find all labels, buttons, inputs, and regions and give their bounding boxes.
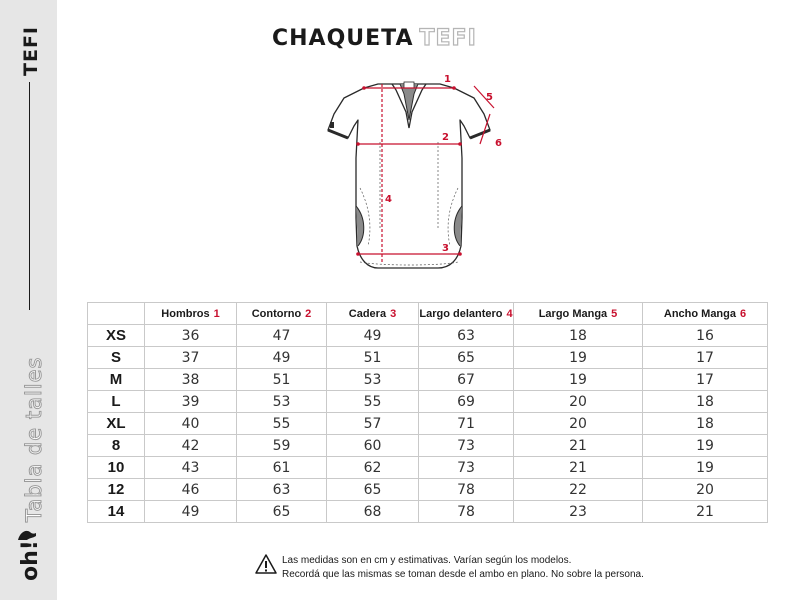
column-header-label: Contorno xyxy=(251,307,302,320)
measurement-cell: 18 xyxy=(643,413,768,435)
measurement-cell: 67 xyxy=(419,369,514,391)
measurement-cell: 17 xyxy=(643,369,768,391)
measurement-cell: 63 xyxy=(237,479,327,501)
column-header-number: 1 xyxy=(213,307,220,320)
measurement-cell: 21 xyxy=(514,457,643,479)
measurement-cell: 53 xyxy=(237,391,327,413)
measurement-cell: 40 xyxy=(145,413,237,435)
size-label: 14 xyxy=(88,501,145,523)
marker-1: 1 xyxy=(444,74,451,85)
measurement-cell: 17 xyxy=(643,347,768,369)
marker-3: 3 xyxy=(442,243,449,254)
measurement-cell: 47 xyxy=(237,325,327,347)
column-header xyxy=(514,303,643,325)
measurement-cell: 38 xyxy=(145,369,237,391)
column-header-number: 2 xyxy=(305,307,312,320)
column-header xyxy=(237,303,327,325)
column-header-number: 3 xyxy=(390,307,397,320)
title-model: TEFI xyxy=(419,26,477,51)
measurement-cell: 43 xyxy=(145,457,237,479)
size-label: S xyxy=(88,347,145,369)
column-header-number: 6 xyxy=(740,307,747,320)
size-label: L xyxy=(88,391,145,413)
measurement-cell: 37 xyxy=(145,347,237,369)
measurement-cell: 51 xyxy=(327,347,419,369)
table-row xyxy=(88,501,768,523)
measurement-cell: 59 xyxy=(237,435,327,457)
size-label: XS xyxy=(88,325,145,347)
sidebar-brand xyxy=(0,0,57,600)
column-header xyxy=(419,303,514,325)
column-header-label: Largo Manga xyxy=(538,307,608,320)
size-table-body xyxy=(88,303,768,523)
measurement-cell: 73 xyxy=(419,457,514,479)
table-row xyxy=(88,347,768,369)
measurement-cell: 49 xyxy=(145,501,237,523)
measurement-cell: 71 xyxy=(419,413,514,435)
measurement-cell: 60 xyxy=(327,435,419,457)
column-header-number: 5 xyxy=(611,307,618,320)
size-table xyxy=(87,302,768,523)
size-label: 10 xyxy=(88,457,145,479)
measurement-cell: 20 xyxy=(514,391,643,413)
marker-4: 4 xyxy=(385,194,392,205)
measurement-cell: 20 xyxy=(643,479,768,501)
table-row xyxy=(88,413,768,435)
sidebar-section-label: Tabla de talles xyxy=(22,356,46,522)
measurement-cell: 19 xyxy=(643,435,768,457)
measurement-cell: 49 xyxy=(237,347,327,369)
measurement-cell: 36 xyxy=(145,325,237,347)
sidebar xyxy=(0,0,57,600)
brand-logo: oh! xyxy=(18,540,43,581)
column-header-label: Largo delantero xyxy=(419,307,503,320)
size-label: 8 xyxy=(88,435,145,457)
column-header-label: Cadera xyxy=(348,307,387,320)
page-title xyxy=(272,26,477,51)
measurement-cell: 78 xyxy=(419,479,514,501)
column-header-label: Hombros xyxy=(161,307,210,320)
table-corner-cell xyxy=(88,303,145,325)
table-header-row xyxy=(88,303,768,325)
measurement-cell: 62 xyxy=(327,457,419,479)
measurement-cell: 22 xyxy=(514,479,643,501)
column-header xyxy=(145,303,237,325)
sidebar-divider xyxy=(29,82,30,310)
measurement-cell: 69 xyxy=(419,391,514,413)
table-row xyxy=(88,435,768,457)
warning-icon xyxy=(255,553,277,575)
measurement-cell: 20 xyxy=(514,413,643,435)
measurement-cell: 46 xyxy=(145,479,237,501)
measurement-cell: 18 xyxy=(514,325,643,347)
measurement-cell: 23 xyxy=(514,501,643,523)
column-header-number: 4 xyxy=(506,307,513,320)
table-row xyxy=(88,479,768,501)
measurement-cell: 19 xyxy=(643,457,768,479)
marker-2: 2 xyxy=(442,132,449,143)
size-label: XL xyxy=(88,413,145,435)
measurement-cell: 21 xyxy=(643,501,768,523)
jacket-diagram xyxy=(320,68,510,276)
table-row xyxy=(88,457,768,479)
measurement-cell: 73 xyxy=(419,435,514,457)
sidebar-product-name: TEFI xyxy=(20,26,42,76)
measurement-cell: 39 xyxy=(145,391,237,413)
measurement-cell: 16 xyxy=(643,325,768,347)
measurement-cell: 65 xyxy=(237,501,327,523)
marker-6: 6 xyxy=(495,138,502,149)
column-header xyxy=(643,303,768,325)
marker-5: 5 xyxy=(486,92,493,103)
measurement-cell: 19 xyxy=(514,347,643,369)
measurement-cell: 65 xyxy=(327,479,419,501)
measurement-cell: 21 xyxy=(514,435,643,457)
note-line-1: Las medidas son en cm y estimativas. Varían según los modelos. xyxy=(282,555,572,566)
measurement-cell: 18 xyxy=(643,391,768,413)
title-main: CHAQUETA xyxy=(272,26,414,51)
measurement-cell: 63 xyxy=(419,325,514,347)
note-line-2: Recordá que las mismas se toman desde el ambo en plano. No sobre la persona. xyxy=(282,569,644,580)
size-label: 12 xyxy=(88,479,145,501)
table-row xyxy=(88,391,768,413)
measurement-cell: 49 xyxy=(327,325,419,347)
measurement-cell: 65 xyxy=(419,347,514,369)
measurement-cell: 53 xyxy=(327,369,419,391)
measurement-cell: 19 xyxy=(514,369,643,391)
measurement-cell: 61 xyxy=(237,457,327,479)
column-header xyxy=(327,303,419,325)
size-label: M xyxy=(88,369,145,391)
column-header-label: Ancho Manga xyxy=(663,307,736,320)
measurement-cell: 51 xyxy=(237,369,327,391)
measurement-cell: 42 xyxy=(145,435,237,457)
measurement-cell: 57 xyxy=(327,413,419,435)
measurement-cell: 68 xyxy=(327,501,419,523)
measurement-cell: 55 xyxy=(327,391,419,413)
table-row xyxy=(88,325,768,347)
table-row xyxy=(88,369,768,391)
measurement-cell: 55 xyxy=(237,413,327,435)
measurement-cell: 78 xyxy=(419,501,514,523)
